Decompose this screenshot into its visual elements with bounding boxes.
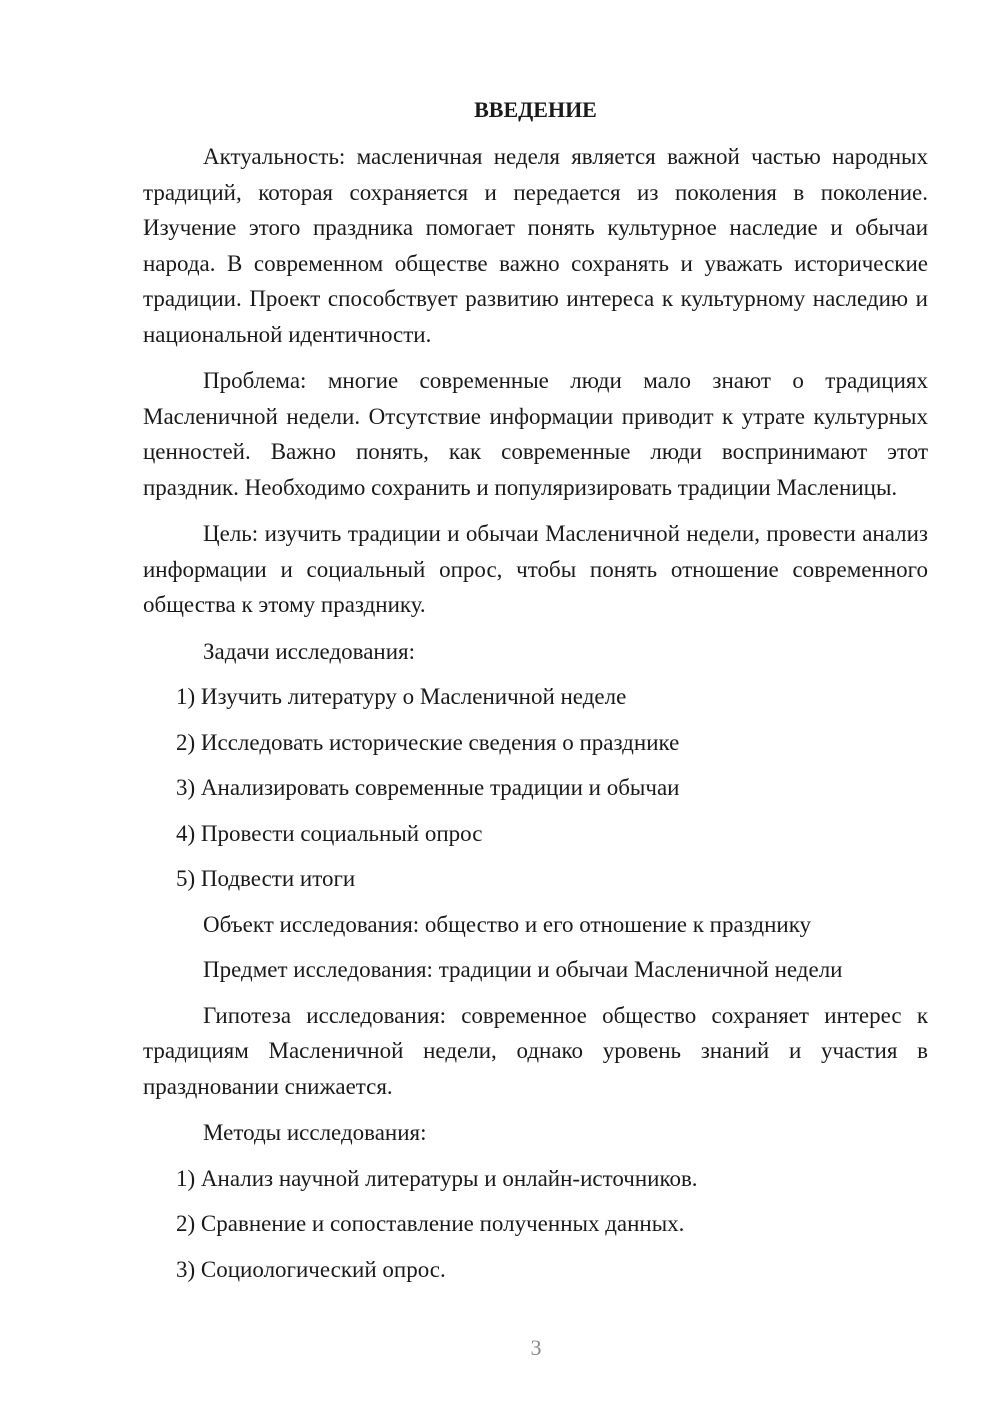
methods-list — [143, 1161, 928, 1288]
problem-paragraph: Проблема: многие современные люди мало знают о традициях Масленичной недели. Отсутствие информации приводит к утрате культурных ценностей. Важно понять, как современные люди воспринимают этот праздник. Необходимо сохранить и популяризировать традиции Масленицы. — [143, 368, 928, 500]
list-item: 2) Сравнение и сопоставление полученных данных. — [176, 1211, 685, 1236]
hypothesis-paragraph: Гипотеза исследования: современное общество сохраняет интерес к традициям Масленичной недели, однако уровень знаний и участия в праздновании снижается. — [143, 1002, 928, 1099]
list-item: 1) Изучить литературу о Масленичной неделе — [176, 684, 627, 709]
document-page — [143, 95, 928, 1297]
research-object: Объект исследования: общество и его отношение к празднику — [203, 911, 812, 937]
list-item: 1) Анализ научной литературы и онлайн-источников. — [176, 1165, 698, 1191]
tasks-list — [143, 679, 928, 897]
tasks-label: Задачи исследования: — [203, 638, 416, 664]
goal-paragraph: Цель: изучить традиции и обычаи Масленичной недели, провести анализ информации и социальный опрос, чтобы понять отношение современного общества к этому празднику. — [143, 521, 928, 617]
methods-label: Методы исследования: — [203, 1120, 427, 1145]
page-title: ВВЕДЕНИЕ — [474, 97, 597, 122]
list-item: 5) Подвести итоги — [176, 866, 356, 891]
list-item: 2) Исследовать исторические сведения о празднике — [176, 729, 680, 755]
list-item: 3) Анализировать современные традиции и обычаи — [176, 775, 680, 800]
list-item: 4) Провести социальный опрос — [176, 820, 483, 846]
research-subject: Предмет исследования: традиции и обычаи Масленичной недели — [203, 957, 843, 982]
list-item: 3) Социологический опрос. — [176, 1256, 446, 1282]
relevance-paragraph: Актуальность: масленичная неделя является важной частью народных традиций, которая сохраняется и передается из поколения в поколение. Изучение этого праздника помогает понять культурное наследие и обычаи народа. В современном обществе важно сохранять и уважать исторические традиции. Проект способствует развитию интереса к культурному наследию и национальной идентичности. — [143, 144, 928, 347]
page-number: 3 — [530, 1335, 542, 1360]
